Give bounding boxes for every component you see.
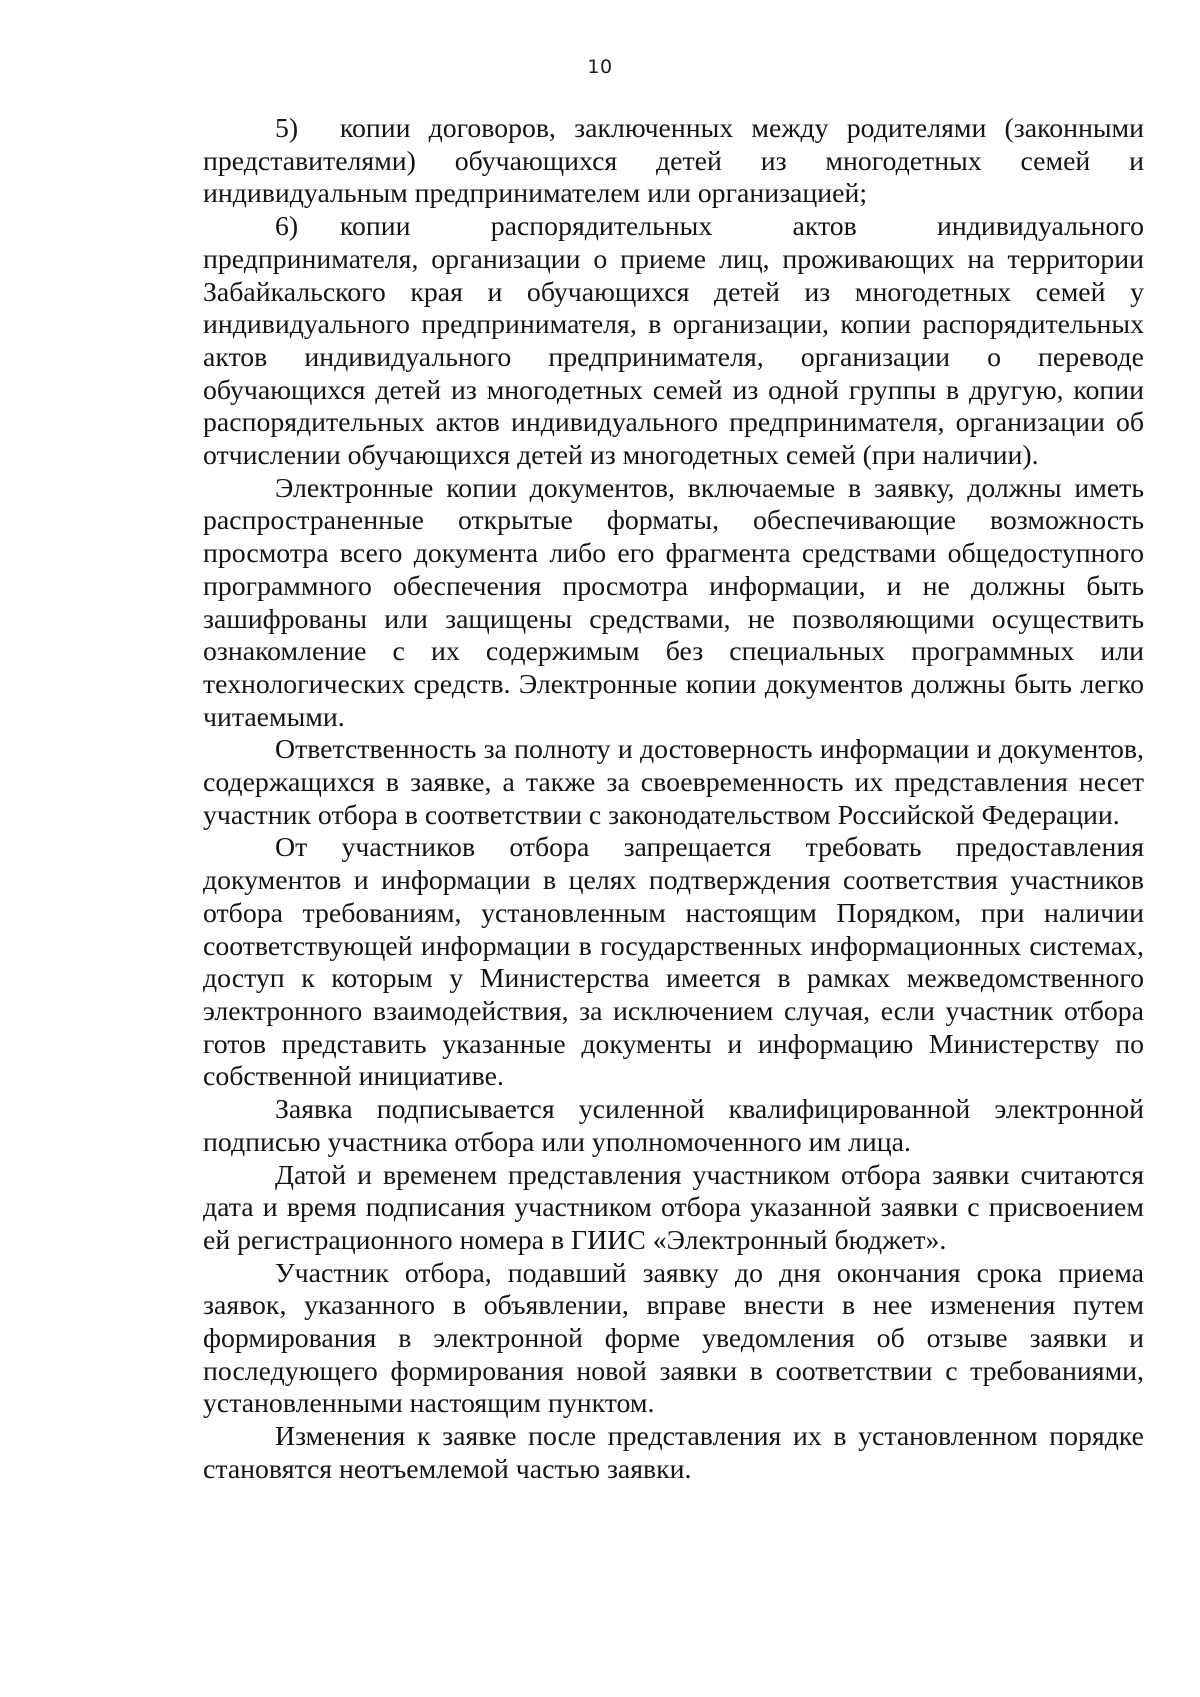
paragraph-amendments: Участник отбора, подавший заявку до дня окончания срока приема заявок, указанного в объявлении, вправе внести в нее изменения путем формирования в электронной форме уведомления об отзыве заявки и последующего формирования новой заявки в соответствии с требованиями, установленными настоящим пунктом.: [203, 1257, 1144, 1420]
paragraph-item-5: 5) копии договоров, заключенных между родителями (законными представителями) обучающихся детей из многодетных семей и индивидуальным предпринимателем или организацией;: [203, 113, 1144, 210]
document-body: [203, 113, 1144, 1487]
page-number: 10: [587, 56, 613, 78]
paragraph-responsibility: Ответственность за полноту и достоверность информации и документов, содержащихся в заявке, а также за своевременность их представления несет участник отбора в соответствии с законодательством Российской Федерации.: [203, 734, 1144, 831]
paragraph-submission-date: Датой и временем представления участником отбора заявки считаются дата и время подписания участником отбора указанной заявки с присвоением ей регистрационного номера в ГИИС «Электронный бюджет».: [203, 1159, 1144, 1256]
paragraph-electronic-copies: Электронные копии документов, включаемые в заявку, должны иметь распространенные открытые форматы, обеспечивающие возможность просмотра всего документа либо его фрагмента средствами общедоступного программного обеспечения просмотра информации, и не должны быть зашифрованы или защищены средствами, не позволяющими осуществить ознакомление с их содержимым без специальных программных или технологических средств. Электронные копии документов должны быть легко читаемыми.: [203, 472, 1144, 733]
paragraph-prohibition: От участников отбора запрещается требовать предоставления документов и информации в целях подтверждения соответствия участников отбора требованиям, установленным настоящим Порядком, при наличии соответствующей информации в государственных информационных системах, доступ к которым у Министерства имеется в рамках межведомственного электронного взаимодействия, за исключением случая, если участник отбора готов представить указанные документы и информацию Министерству по собственной инициативе.: [203, 832, 1144, 1093]
paragraph-item-6: 6) копии распорядительных актов индивидуального предпринимателя, организации о приеме лиц, проживающих на территории Забайкальского края и обучающихся детей из многодетных семей у индивидуального предпринимателя, в организации, копии распорядительных актов индивидуального предпринимателя, организации о переводе обучающихся детей из многодетных семей из одной группы в другую, копии распорядительных актов индивидуального предпринимателя, организации об отчислении обучающихся детей из многодетных семей (при наличии).: [203, 211, 1144, 472]
paragraph-changes-integral: Изменения к заявке после представления их в установленном порядке становятся неотъемлемой частью заявки.: [203, 1421, 1144, 1485]
paragraph-signature: Заявка подписывается усиленной квалифицированной электронной подписью участника отбора или уполномоченного им лица.: [203, 1094, 1144, 1158]
